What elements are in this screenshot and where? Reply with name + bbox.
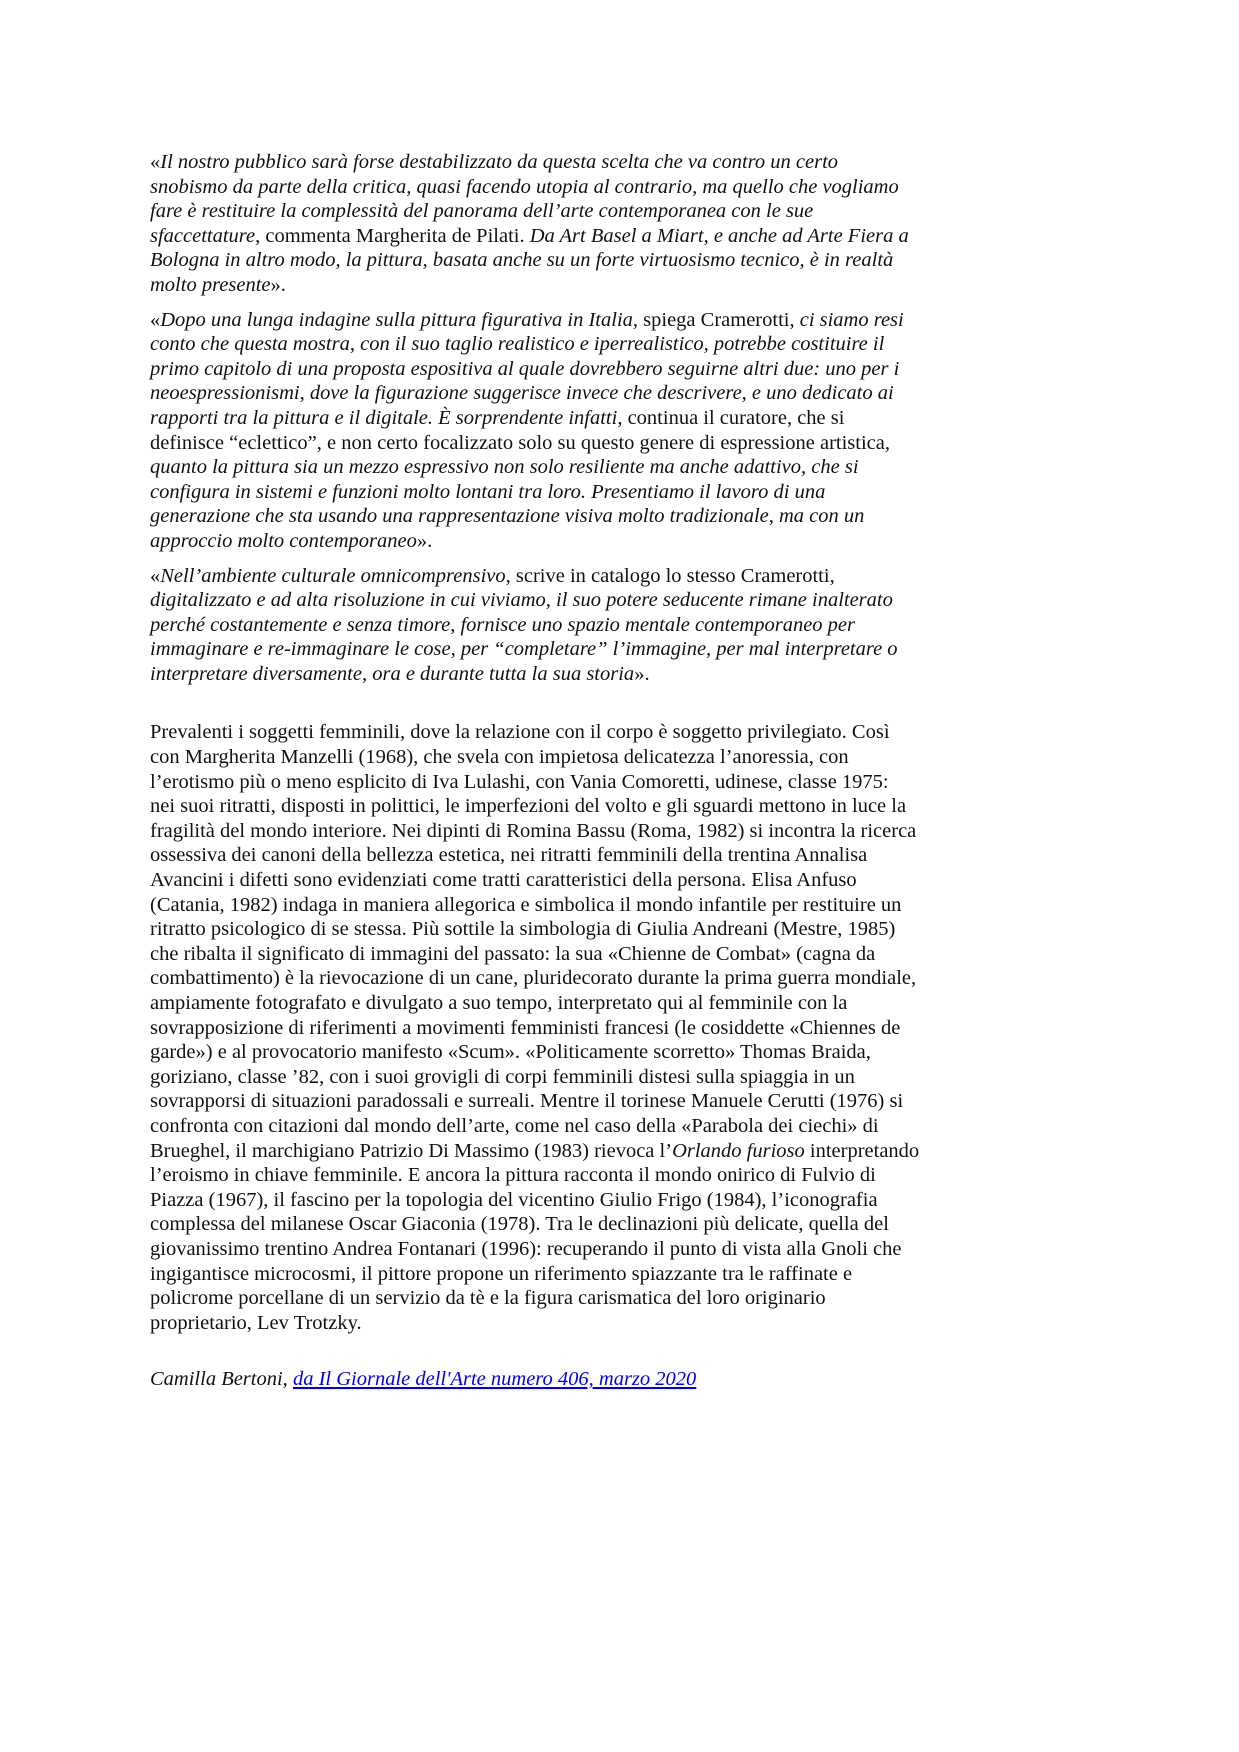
quote-line bbox=[150, 224, 1090, 249]
text: , continua il curatore, che si bbox=[617, 406, 845, 429]
body-line bbox=[150, 917, 1090, 942]
italic-text: rapporti tra la pittura e il digitale. È sorprendente infatti bbox=[150, 406, 618, 429]
text: nei suoi ritratti, disposti in polittici, le imperfezioni del volto e gli sguardi mettono in luce la bbox=[150, 795, 907, 818]
text: ritratto psicologico di se stessa. Più sottile la simbologia di Giulia Andreani (Mestre, 1985) bbox=[150, 918, 896, 941]
italic-text: Orlando furioso bbox=[672, 1139, 805, 1162]
quote-line bbox=[150, 248, 1090, 273]
quote-line bbox=[150, 332, 1090, 357]
quote-line bbox=[150, 480, 1090, 505]
text: « bbox=[150, 564, 161, 587]
body-line bbox=[150, 1311, 1090, 1336]
italic-text: ci siamo resi bbox=[799, 308, 904, 331]
body-line bbox=[150, 770, 1090, 795]
quote-line bbox=[150, 381, 1090, 406]
quote-line bbox=[150, 564, 1090, 589]
author-name: Camilla Bertoni, bbox=[150, 1368, 293, 1391]
document-page bbox=[150, 150, 1090, 1392]
italic-text: immaginare e re-immaginare le cose, per “completare” l’immagine, per mal interpretare o bbox=[150, 638, 898, 661]
quote-line bbox=[150, 637, 1090, 662]
body-line bbox=[150, 1016, 1090, 1041]
text: , scrive in catalogo lo stesso Cramerotti, bbox=[505, 564, 835, 587]
italic-text: quanto la pittura sia un mezzo espressivo non solo resiliente ma anche adattivo, che si bbox=[150, 456, 859, 479]
body-line bbox=[150, 819, 1090, 844]
quote-line bbox=[150, 175, 1090, 200]
text: Piazza (1967), il fascino per la topologia del vicentino Giulio Frigo (1984), l’iconografia bbox=[150, 1188, 878, 1211]
text: fragilità del mondo interiore. Nei dipinti di Romina Bassu (Roma, 1982) si incontra la ricerca bbox=[150, 819, 917, 842]
text: policrome porcellane di un servizio da tè e la figura carismatica del loro originario bbox=[150, 1287, 826, 1310]
body-line bbox=[150, 966, 1090, 991]
text: ». bbox=[270, 273, 286, 296]
italic-text: neoespressionismi, dove la figurazione suggerisce invece che descrivere, e uno dedicato ai bbox=[150, 382, 894, 405]
text: Prevalenti i soggetti femminili, dove la relazione con il corpo è soggetto privilegiato. Così bbox=[150, 721, 890, 744]
text: , spiega Cramerotti, bbox=[632, 308, 800, 331]
italic-text: Dopo una lunga indagine sulla pittura figurativa in Italia bbox=[160, 308, 633, 331]
text: confronta con citazioni dal mondo dell’arte, come nel caso della «Parabola dei ciechi» di bbox=[150, 1114, 879, 1137]
body-line bbox=[150, 1139, 1090, 1164]
italic-text: configura in sistemi e funzioni molto lontani tra loro. Presentiamo il lavoro di una bbox=[150, 480, 826, 503]
quote-line bbox=[150, 308, 1090, 333]
body-line bbox=[150, 1262, 1090, 1287]
italic-text: snobismo da parte della critica, quasi facendo utopia al contrario, ma quello che vogliamo bbox=[150, 175, 899, 198]
text: sovrapposizione di riferimenti a movimenti femministi francesi (le cosiddette «Chiennes de bbox=[150, 1016, 901, 1039]
quote-line bbox=[150, 406, 1090, 431]
text: ». bbox=[634, 662, 650, 685]
body-paragraph bbox=[150, 720, 1090, 1335]
text: , commenta Margherita de Pilati. bbox=[255, 224, 530, 247]
body-line bbox=[150, 868, 1090, 893]
italic-text: Da Art Basel a Miart, e anche ad Arte Fiera a bbox=[529, 224, 909, 247]
body-line bbox=[150, 893, 1090, 918]
quote-line bbox=[150, 150, 1090, 175]
italic-text: conto che questa mostra, con il suo taglio realistico e iperrealistico, potrebbe costituire il bbox=[150, 333, 885, 356]
italic-text: fare è restituire la complessità del panorama dell’arte contemporanea con le sue bbox=[150, 200, 814, 223]
italic-text: Nell’ambiente culturale omnicomprensivo bbox=[160, 564, 506, 587]
quote-line bbox=[150, 662, 1090, 687]
text: l’erotismo più o meno esplicito di Iva Lulashi, con Vania Comoretti, udinese, classe 1975: bbox=[150, 770, 889, 793]
italic-text: interpretare diversamente, ora e durante tutta la sua storia bbox=[150, 662, 635, 685]
italic-text: Il nostro pubblico sarà forse destabilizzato da questa scelta che va contro un certo bbox=[160, 151, 839, 173]
text: « bbox=[150, 308, 161, 331]
quote-paragraph bbox=[150, 564, 1090, 687]
quotes-section bbox=[150, 150, 1090, 686]
quote-line bbox=[150, 529, 1090, 554]
text: garde») e al provocatorio manifesto «Scum». «Politicamente scorretto» Thomas Braida, bbox=[150, 1041, 871, 1064]
signature bbox=[150, 1367, 1090, 1392]
quote-paragraph bbox=[150, 308, 1090, 554]
body-line bbox=[150, 1114, 1090, 1139]
body-line bbox=[150, 720, 1090, 745]
body-line bbox=[150, 1089, 1090, 1114]
italic-text: Bologna in altro modo, la pittura, basata anche su un forte virtuosismo tecnico, è in realtà bbox=[150, 249, 894, 272]
text: ampiamente fotografato e divulgato a suo tempo, interpretato qui al femminile con la bbox=[150, 992, 848, 1014]
quote-line bbox=[150, 613, 1090, 638]
text: ossessiva dei canoni della bellezza estetica, nei ritratti femminili della trentina Annalisa bbox=[150, 844, 868, 867]
italic-text: perché costantemente e senza timore, fornisce uno spazio mentale contemporaneo per bbox=[150, 613, 856, 636]
quote-line bbox=[150, 199, 1090, 224]
text: goriziano, classe ’82, con i suoi grovigli di corpi femminili distesi sulla spiaggia in un bbox=[150, 1065, 855, 1088]
text: con Margherita Manzelli (1968), che svela con impietosa delicatezza l’anoressia, con bbox=[150, 746, 849, 769]
italic-text: molto presente bbox=[150, 273, 271, 296]
text: combattimento) è la rievocazione di un cane, pluridecorato durante la prima guerra mondiale, bbox=[150, 967, 917, 990]
text: Brueghel, il marchigiano Patrizio Di Massimo (1983) rievoca l’ bbox=[150, 1139, 673, 1162]
body-line bbox=[150, 1212, 1090, 1237]
text: ». bbox=[416, 529, 433, 552]
source-link[interactable]: da Il Giornale dell'Arte numero 406, marzo 2020 bbox=[292, 1368, 697, 1391]
body-line bbox=[150, 1163, 1090, 1188]
text: che ribalta il significato di immagini del passato: la sua «Chienne de Combat» (cagna da bbox=[150, 942, 876, 965]
quote-paragraph bbox=[150, 150, 1090, 298]
text: Avancini i difetti sono evidenziati come tratti caratteristici della persona. Elisa Anfuso bbox=[150, 869, 857, 892]
body-line bbox=[150, 1237, 1090, 1262]
quote-line bbox=[150, 455, 1090, 480]
text: complessa del milanese Oscar Giaconia (1978). Tra le declinazioni più delicate, quella del bbox=[150, 1213, 889, 1236]
quote-line bbox=[150, 588, 1090, 613]
body-line bbox=[150, 942, 1090, 967]
italic-text: approccio molto contemporaneo bbox=[150, 529, 417, 552]
body-line bbox=[150, 745, 1090, 770]
italic-text: digitalizzato e ad alta risoluzione in cui viviamo, il suo potere seducente rimane inalterato bbox=[150, 589, 893, 612]
body-line bbox=[150, 1188, 1090, 1213]
body-line bbox=[150, 843, 1090, 868]
text: l’eroismo in chiave femminile. E ancora la pittura racconta il mondo onirico di Fulvio di bbox=[150, 1164, 876, 1187]
text: proprietario, Lev Trotzky. bbox=[150, 1311, 362, 1334]
quote-line bbox=[150, 431, 1090, 456]
body-line bbox=[150, 1040, 1090, 1065]
body-line bbox=[150, 1065, 1090, 1090]
body-line bbox=[150, 1286, 1090, 1311]
italic-text: sfaccettature bbox=[150, 224, 256, 247]
text: giovanissimo trentino Andrea Fontanari (1996): recuperando il punto di vista alla Gnoli che bbox=[150, 1237, 902, 1260]
italic-text: generazione che sta usando una rappresentazione visiva molto tradizionale, ma con un bbox=[150, 505, 865, 528]
quote-line bbox=[150, 273, 1090, 298]
text: interpretando bbox=[804, 1139, 920, 1162]
italic-text: primo capitolo di una proposta espositiva al quale dovrebbero seguirne altri due: uno per i bbox=[150, 357, 900, 380]
text: « bbox=[150, 151, 161, 173]
text: definisce “eclettico”, e non certo focalizzato solo su questo genere di espressione artistica bbox=[150, 431, 885, 454]
quote-line bbox=[150, 357, 1090, 382]
quote-line bbox=[150, 504, 1090, 529]
italic-text: , bbox=[884, 431, 890, 454]
text: ingigantisce microcosmi, il pittore propone un riferimento spiazzante tra le raffinate e bbox=[150, 1262, 853, 1285]
body-line bbox=[150, 794, 1090, 819]
body-line bbox=[150, 991, 1090, 1016]
text: sovrapporsi di situazioni paradossali e surreali. Mentre il torinese Manuele Cerutti (1976) si bbox=[150, 1090, 904, 1113]
text: (Catania, 1982) indaga in maniera allegorica e simbolica il mondo infantile per restituire un bbox=[150, 893, 902, 916]
